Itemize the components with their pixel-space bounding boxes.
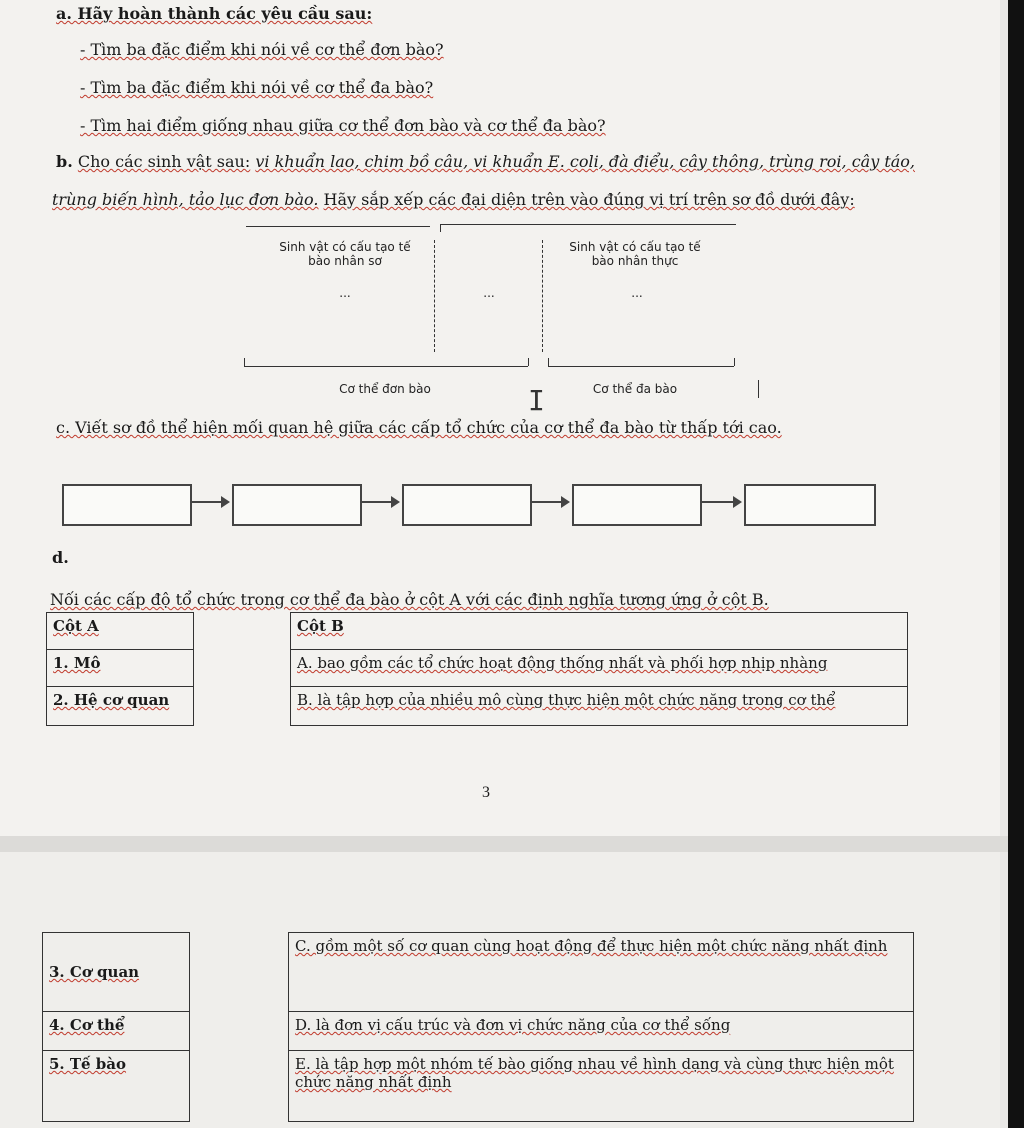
part-b-task: Hãy sắp xếp các đại diện trên vào đúng vị trí trên sơ đồ dưới đây: [323,190,855,209]
blank-prokaryote: ... [339,286,351,300]
column-a-table [46,612,194,726]
part-b-line-2 [52,190,855,209]
col-a-item-2: 2. Hệ cơ quan [47,687,194,726]
flow-box-3[interactable] [402,484,532,526]
part-c-text: c. Viết sơ đồ thể hiện mối quan hệ giữa các cấp tổ chức của cơ thể đa bào từ thấp tới cao. [56,418,782,437]
prokaryote-label: Sinh vật có cấu tạo tế bào nhân sơ [279,240,411,268]
diagram-top-left-line [246,226,430,227]
caret-mark [758,380,759,398]
col-a-item-3: 3. Cơ quan [43,933,190,1012]
col-b-header: Cột B [291,613,908,650]
column-a-table-cont [42,932,190,1122]
col-a-item-4: 4. Cơ thể [43,1012,190,1051]
bracket-unicellular [244,366,528,367]
blank-eukaryote: ... [631,286,643,300]
flow-box-5[interactable] [744,484,876,526]
bracket-unicellular-end-r [528,358,529,366]
col-b-item-d: D. là đơn vị cấu trúc và đơn vị chức năng của cơ thể sống [289,1012,914,1051]
part-b-intro: Cho các sinh vật sau: [77,152,251,171]
diagram-top-right-line [440,224,736,225]
blank-middle: ... [483,286,495,300]
part-a-item-1: - Tìm ba đặc điểm khi nói về cơ thể đơn bào? [80,40,444,59]
flow-arrow-4 [700,501,734,503]
part-a-heading: a. Hãy hoàn thành các yêu cầu sau: [56,4,373,23]
flow-box-1[interactable] [62,484,192,526]
col-b-item-e: E. là tập hợp một nhóm tế bào giống nhau về hình dạng và cùng thực hiện một chức năng nhất định [289,1051,914,1122]
flow-arrow-1 [190,501,222,503]
diagram-tick [440,224,441,232]
part-a-item-3: - Tìm hai điểm giống nhau giữa cơ thể đơn bào và cơ thể đa bào? [80,116,606,135]
column-b-table [290,612,908,726]
page-number: 3 [482,784,490,801]
col-b-item-c: C. gồm một số cơ quan cùng hoạt động để thực hiện một chức năng nhất định [289,933,914,1012]
text-cursor-icon: I [528,384,545,417]
col-a-header: Cột A [47,613,194,650]
part-d-instruction: Nối các cấp độ tổ chức trong cơ thể đa bào ở cột A với các định nghĩa tương ứng ở cột B. [50,590,769,609]
flow-arrow-3 [530,501,562,503]
part-b-label: b. [56,152,73,171]
divider-left [434,240,435,352]
multicellular-label: Cơ thể đa bào [592,382,678,396]
bracket-multicellular-end-l [548,358,549,366]
col-a-item-1: 1. Mô [47,650,194,687]
unicellular-label: Cơ thể đơn bào [339,382,431,396]
flow-box-2[interactable] [232,484,362,526]
bracket-multicellular-end-r [734,358,735,366]
flow-arrow-2 [360,501,392,503]
col-b-item-a: A. bao gồm các tổ chức hoạt động thống nhất và phối hợp nhịp nhàng [291,650,908,687]
part-b-line-1 [56,152,915,171]
flow-box-4[interactable] [572,484,702,526]
part-b-organisms: vi khuẩn lao, chim bồ câu, vi khuẩn E. coli, đà điểu, cây thông, trùng roi, cây táo, [255,152,916,171]
col-a-item-5: 5. Tế bào [43,1051,190,1122]
part-d-label: d. [52,548,69,567]
bracket-unicellular-end-l [244,358,245,366]
col-b-item-b: B. là tập hợp của nhiều mô cùng thực hiện một chức năng trong cơ thể [291,687,908,726]
bracket-multicellular [548,366,734,367]
part-a-item-2: - Tìm ba đặc điểm khi nói về cơ thể đa bào? [80,78,434,97]
eukaryote-label: Sinh vật có cấu tạo tế bào nhân thực [569,240,701,268]
page-gap [0,836,1008,852]
divider-right [542,240,543,352]
column-b-table-cont [288,932,914,1122]
part-b-organisms-cont: trùng biến hình, tảo lục đơn bào. [52,190,319,209]
